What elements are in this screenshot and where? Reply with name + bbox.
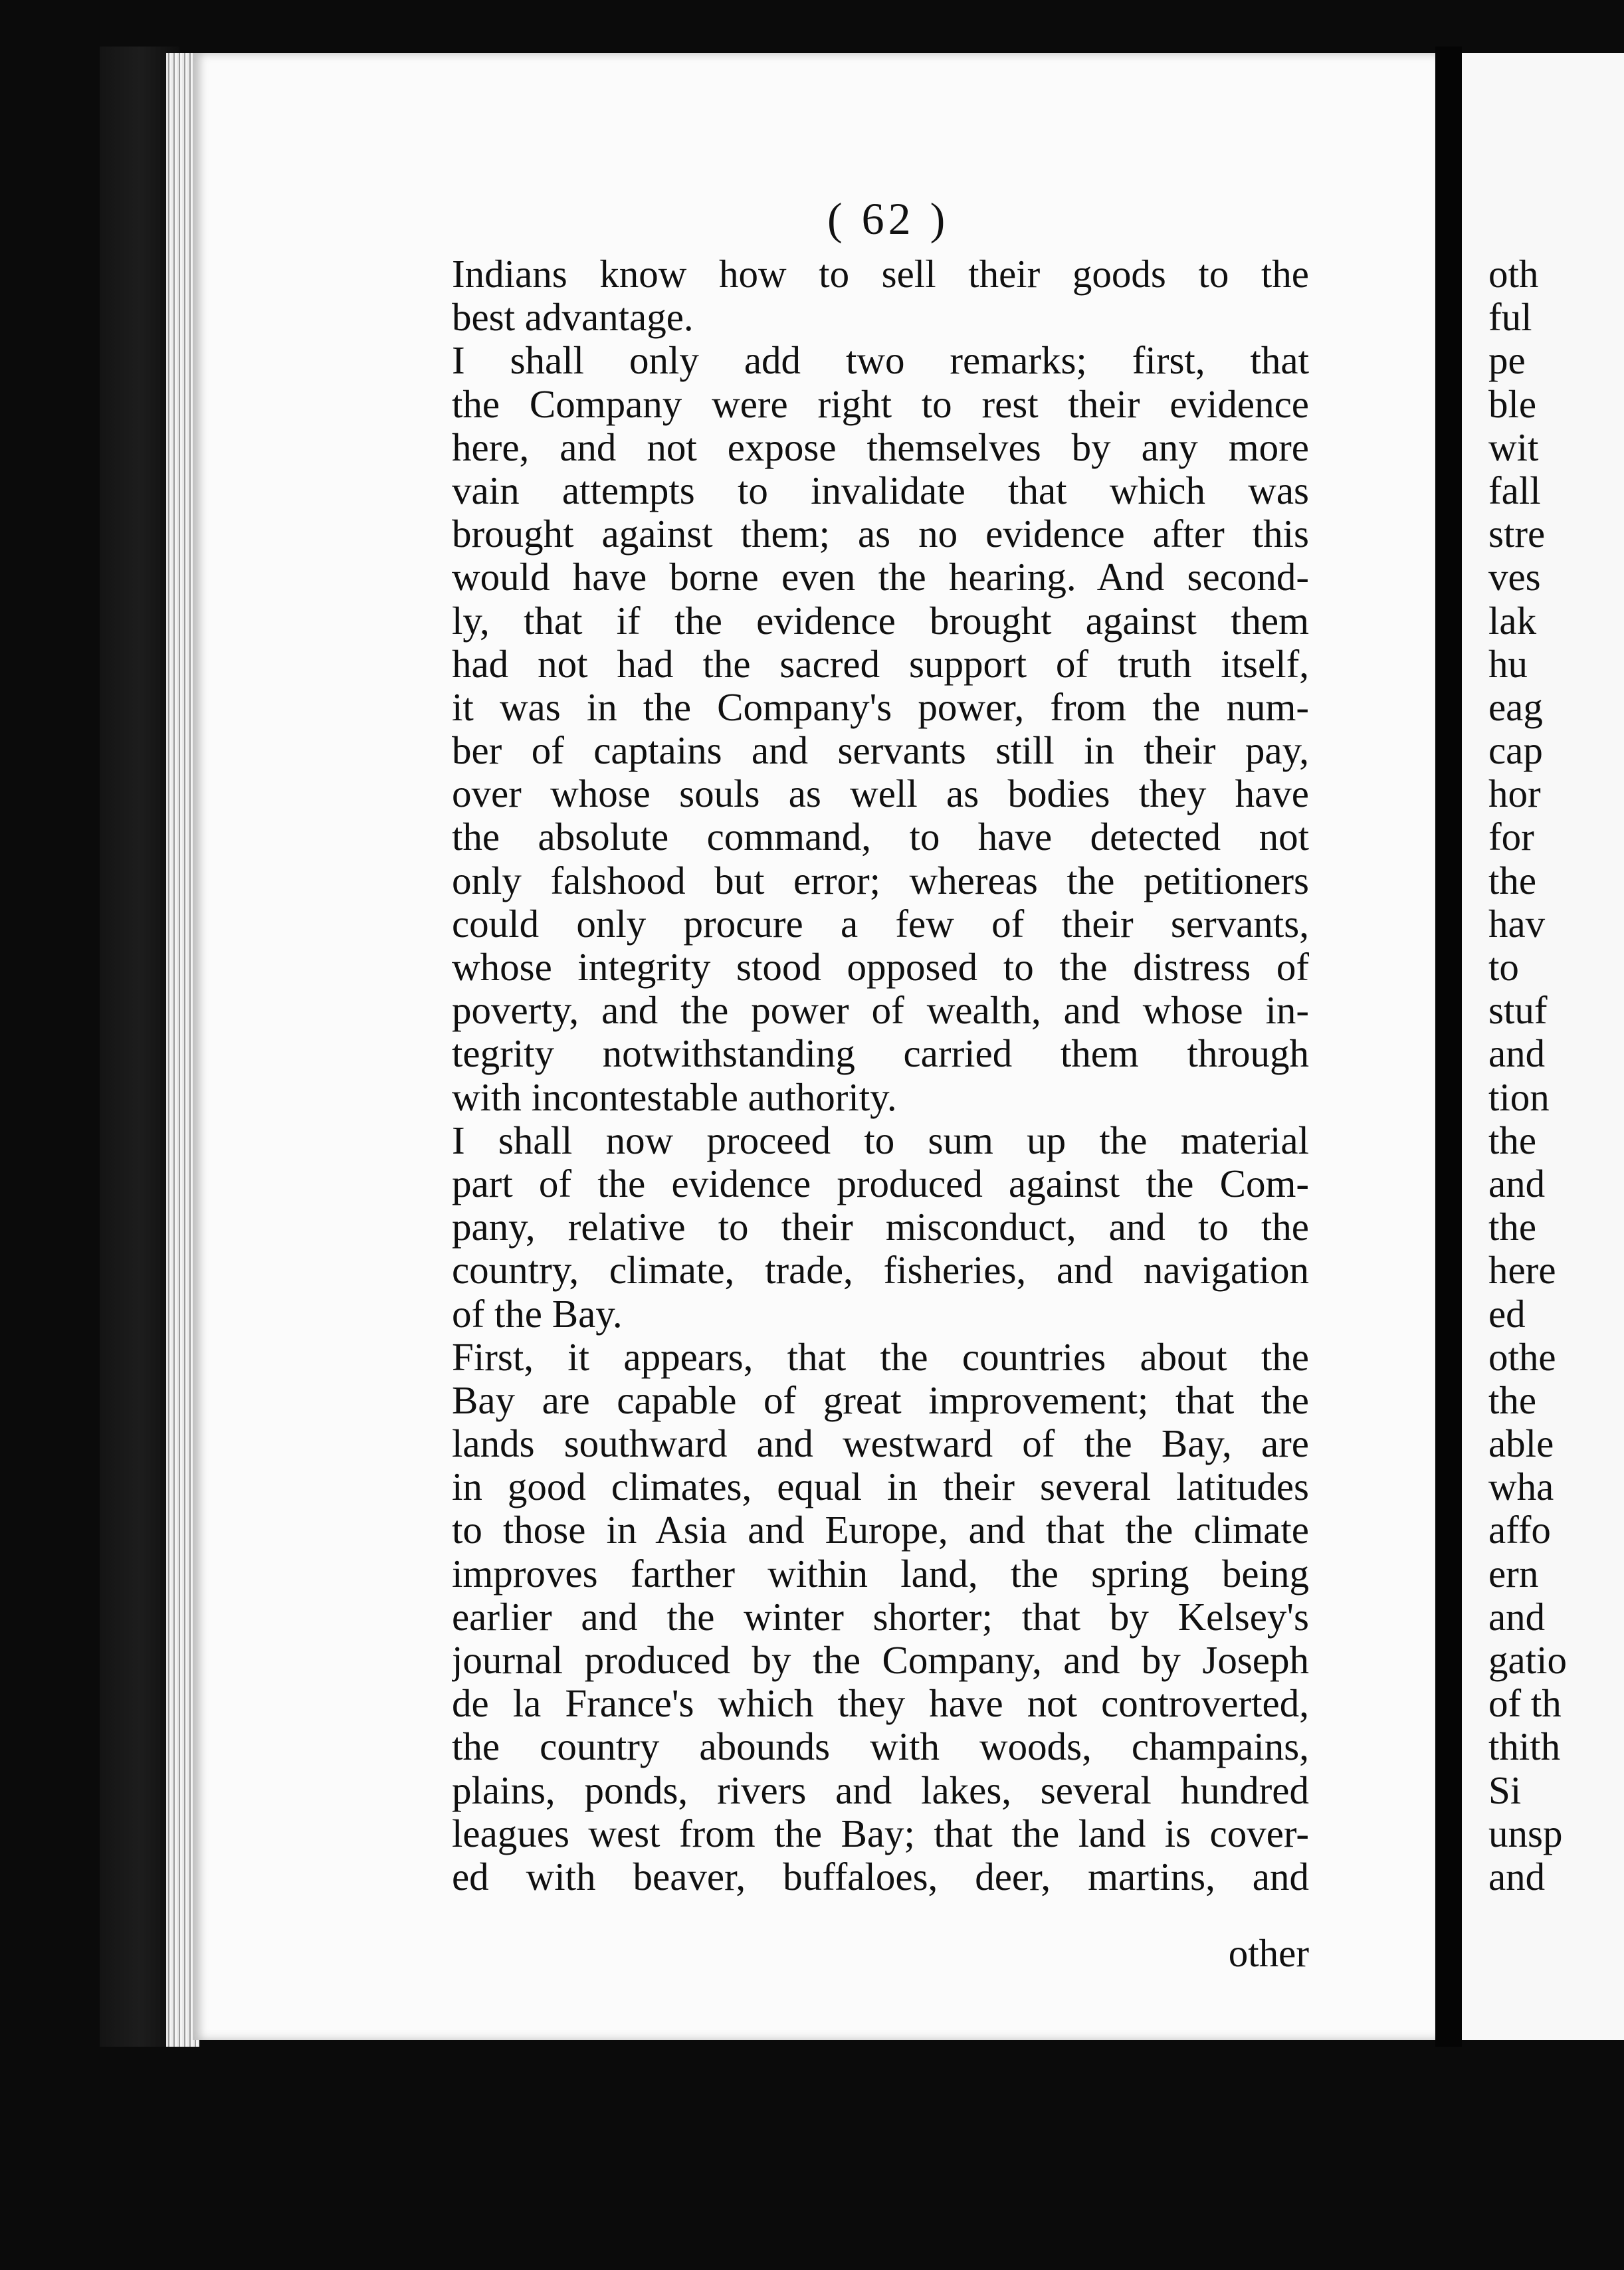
right-page-line: for bbox=[1488, 815, 1534, 859]
text-line: had not had the sacred support of truth itself, bbox=[452, 642, 1309, 686]
text-line: the absolute command, to have detected not bbox=[452, 815, 1309, 859]
right-page-line: stuf bbox=[1488, 989, 1548, 1033]
text-line: plains, ponds, rivers and lakes, several hundred bbox=[452, 1768, 1309, 1812]
text-line: ly, that if the evidence brought against them bbox=[452, 599, 1309, 643]
right-page-line: eag bbox=[1488, 685, 1543, 729]
text-line: tegrity notwithstanding carried them through bbox=[452, 1032, 1309, 1076]
right-page-line: affo bbox=[1488, 1508, 1551, 1552]
right-page-line: hu bbox=[1488, 642, 1528, 686]
text-line: ed with beaver, buffaloes, deer, martins, and bbox=[452, 1855, 1309, 1899]
right-page-line: and bbox=[1488, 1162, 1546, 1205]
right-page-line: Si bbox=[1488, 1768, 1522, 1812]
text-line: here, and not expose themselves by any more bbox=[452, 425, 1309, 469]
text-line: leagues west from the Bay; that the land is cover- bbox=[452, 1811, 1309, 1855]
text-line: to those in Asia and Europe, and that the climate bbox=[452, 1508, 1309, 1552]
right-page-line: the bbox=[1488, 859, 1537, 902]
right-page-line: the bbox=[1488, 1378, 1537, 1422]
right-page-line: here bbox=[1488, 1249, 1556, 1292]
right-page-line: fall bbox=[1488, 468, 1541, 512]
right-page-line: gatio bbox=[1488, 1639, 1567, 1682]
text-line: could only procure a few of their servants, bbox=[452, 902, 1309, 946]
text-line: I shall now proceed to sum up the material bbox=[452, 1118, 1309, 1162]
right-page-line: cap bbox=[1488, 729, 1543, 773]
right-page-line: unsp bbox=[1488, 1811, 1563, 1855]
right-page-line: ble bbox=[1488, 382, 1537, 426]
text-line: vain attempts to invalidate that which was bbox=[452, 468, 1309, 512]
right-page-line: wit bbox=[1488, 425, 1539, 469]
right-page-line: ed bbox=[1488, 1292, 1526, 1336]
right-page-line: and bbox=[1488, 1855, 1546, 1899]
page-number: ( 62 ) bbox=[827, 193, 950, 244]
text-line: over whose souls as well as bodies they have bbox=[452, 772, 1309, 816]
gutter bbox=[1435, 47, 1462, 2047]
right-page-line: pe bbox=[1488, 339, 1526, 383]
right-page-line: able bbox=[1488, 1422, 1554, 1466]
right-page-line: the bbox=[1488, 1205, 1537, 1249]
text-line: country, climate, trade, fisheries, and navigation bbox=[452, 1249, 1309, 1292]
right-page-line: the bbox=[1488, 1118, 1537, 1162]
body-text bbox=[452, 253, 1309, 1899]
right-page-text bbox=[1488, 253, 1624, 1899]
text-line: poverty, and the power of wealth, and whose in- bbox=[452, 989, 1309, 1033]
text-line: the Company were right to rest their evidence bbox=[452, 382, 1309, 426]
right-page-line: wha bbox=[1488, 1465, 1554, 1509]
text-line: earlier and the winter shorter; that by Kelsey's bbox=[452, 1595, 1309, 1639]
text-line: improves farther within land, the spring being bbox=[452, 1552, 1309, 1596]
right-page-line: to bbox=[1488, 946, 1519, 989]
right-page-line: lak bbox=[1488, 599, 1537, 643]
right-page-line: tion bbox=[1488, 1075, 1550, 1119]
right-page-line: stre bbox=[1488, 512, 1546, 556]
text-line: Indians know how to sell their goods to the bbox=[452, 253, 1309, 296]
right-page-line: and bbox=[1488, 1032, 1546, 1076]
right-page-line: ern bbox=[1488, 1552, 1539, 1596]
right-page-line: hav bbox=[1488, 902, 1546, 946]
text-line: Bay are capable of great improvement; that the bbox=[452, 1378, 1309, 1422]
text-line: best advantage. bbox=[452, 296, 694, 340]
right-page-line: of th bbox=[1488, 1682, 1562, 1726]
text-line: I shall only add two remarks; first, that bbox=[452, 339, 1309, 383]
text-line: it was in the Company's power, from the num- bbox=[452, 685, 1309, 729]
text-line: ber of captains and servants still in their pay, bbox=[452, 729, 1309, 773]
text-line: in good climates, equal in their several latitudes bbox=[452, 1465, 1309, 1509]
text-line: First, it appears, that the countries about the bbox=[452, 1335, 1309, 1379]
right-page-line: and bbox=[1488, 1595, 1546, 1639]
text-line: journal produced by the Company, and by Joseph bbox=[452, 1639, 1309, 1682]
text-line: would have borne even the hearing. And second- bbox=[452, 556, 1309, 599]
text-line: brought against them; as no evidence after this bbox=[452, 512, 1309, 556]
text-line: with incontestable authority. bbox=[452, 1075, 897, 1119]
text-line: lands southward and westward of the Bay, are bbox=[452, 1422, 1309, 1466]
text-line: part of the evidence produced against the Com- bbox=[452, 1162, 1309, 1205]
text-line: whose integrity stood opposed to the distress of bbox=[452, 946, 1309, 989]
text-line: the country abounds with woods, champains, bbox=[452, 1725, 1309, 1769]
right-page-line: ves bbox=[1488, 556, 1541, 599]
text-line: pany, relative to their misconduct, and to the bbox=[452, 1205, 1309, 1249]
text-line: only falshood but error; whereas the petitioners bbox=[452, 859, 1309, 902]
right-page-line: thith bbox=[1488, 1725, 1561, 1769]
right-page-line: ful bbox=[1488, 296, 1532, 340]
right-page-line: oth bbox=[1488, 253, 1539, 296]
text-line: of the Bay. bbox=[452, 1292, 623, 1336]
right-page-line: othe bbox=[1488, 1335, 1556, 1379]
text-line: de la France's which they have not controverted, bbox=[452, 1682, 1309, 1726]
catchword: other bbox=[1228, 1931, 1309, 1975]
right-page-line: hor bbox=[1488, 772, 1541, 816]
